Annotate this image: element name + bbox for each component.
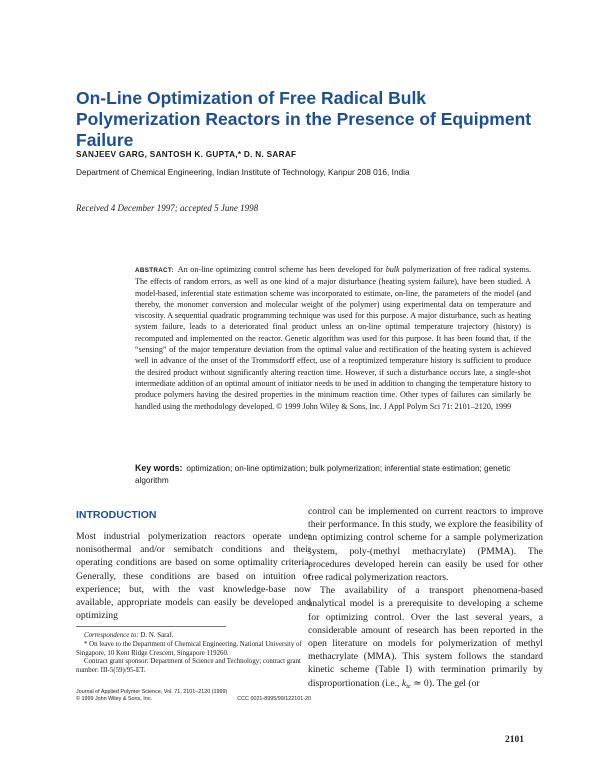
article-title: On-Line Optimization of Free Radical Bulk Polymerization Reactors in the Presence of Equipment Failure xyxy=(76,88,532,150)
footnote-grant: Contract grant sponsor: Department of Science and Technology; contract grant number: III-5(59)/95-ET. xyxy=(76,658,301,675)
footnotes xyxy=(76,632,311,676)
intro-paragraph-2-text-a: The availability of a transport phenomena-based analytical model is a prerequisite to developing a scheme for optimizing control. Over the last several years, a considerable amount of research has been reported in the open literature on models for polymerization of methyl methacrylate (MMA). This system follows the standard kinetic scheme (Table I) with termination primarily by disproportionation (i.e., xyxy=(308,585,543,689)
abstract-text-bulk: bulk xyxy=(385,265,400,274)
intro-paragraph-1: control can be implemented on current reactors to improve their performance. In this study, we explore the feasibility of an optimizing control scheme for a sample polymerization system, poly-(methyl methacrylate) (PMMA). The procedures developed herein can easily be used for other free radical polymerization reactors. xyxy=(308,506,543,584)
abstract-label: ABSTRACT: xyxy=(135,267,174,274)
keywords xyxy=(135,462,531,487)
abstract-text-2: polymerization of free radical systems. The effects of random errors, as well as one kind of a major disturbance (heating system failure), have been studied. A model-based, inferential state estimation scheme was incorporated to estimate, on-line, the parameters of the model (and thereby, the monomer conversion and molecular weight of the polymer) using experimental data on temperature and viscosity. A sequential quadratic programming technique was used for this purpose. A major disturbance, such as heating system failure, leads to a deteriorated final product unless an on-line optimal temperature trajectory (history) is recomputed and implemented on the reactor. Genetic algorithm was used for this purpose. It has been found that, if the “sensing” of the major temperature deviation from the optimal value and rectification of the heating system is achieved well in advance of the onset of the Trommsdorff effect, use of a reoptimized temperature history is sufficient to produce the desired product without significantly altering reaction time. However, if such a disturbance occurs late, a single-shot intermediate addition of an optimal amount of initiator needs to be used in addition to changing the temperature history to produce polymers having the desired properties in the minimum reaction time. Other types of failures can similarly be handled using the methodology developed. © 1999 John Wiley & Sons, Inc. J Appl Polym Sci 71: 2101–2120, 1999 xyxy=(135,265,532,411)
intro-paragraph-2 xyxy=(308,584,543,693)
abstract-text-1: An on-line optimizing control scheme has been developed for xyxy=(177,265,386,274)
journal-info-row xyxy=(76,696,311,703)
footnote-rule xyxy=(76,626,226,627)
keywords-label: Key words: xyxy=(135,463,183,473)
page-number: 2101 xyxy=(505,735,524,745)
correspondence-name: D. N. Saraf. xyxy=(138,632,174,639)
correspondence-label: Correspondence to: xyxy=(84,632,139,639)
intro-column-1: Most industrial polymerization reactors operate under nonisothermal and/or semibatch conditions and their operating conditions are based on some optimality criteria. Generally, these conditions are based on intuition or experience; but, with the vast knowledge-base now available, appropriate models can easily be developed and optimizing xyxy=(76,531,311,622)
section-heading-introduction: INTRODUCTION xyxy=(76,509,157,521)
intro-column-2 xyxy=(308,505,543,693)
affiliation: Department of Chemical Engineering, Indian Institute of Technology, Kanpur 208 016, India xyxy=(76,167,410,177)
journal-copyright: © 1999 John Wiley & Sons, Inc. xyxy=(76,696,152,702)
abstract xyxy=(135,264,531,412)
intro-paragraph-2-text-b: ≃ 0). The gel (or xyxy=(410,677,480,689)
journal-info xyxy=(76,689,311,703)
keywords-text: optimization; on-line optimization; bulk polymerization; inferential state estimation; genetic algorithm xyxy=(135,464,511,485)
journal-ccc-code: CCC 0021-8995/99/122101-20 xyxy=(237,696,311,702)
rate-constant-subscript: tc xyxy=(406,682,411,690)
footnote-correspondence xyxy=(76,632,311,641)
footnote-leave: * On leave to the Department of Chemical Engineering, National University of Singapore, 10 Kent Ridge Crescent, Singapore 119260. xyxy=(76,640,302,657)
author-list: SANJEEV GARG, SANTOSH K. GUPTA,* D. N. SARAF xyxy=(76,150,297,159)
rate-constant-symbol: k xyxy=(401,677,407,689)
journal-citation: Journal of Applied Polymer Science, Vol. 71, 2101–2120 (1999) xyxy=(76,689,228,695)
received-dates: Received 4 December 1997; accepted 5 June 1998 xyxy=(76,203,259,213)
